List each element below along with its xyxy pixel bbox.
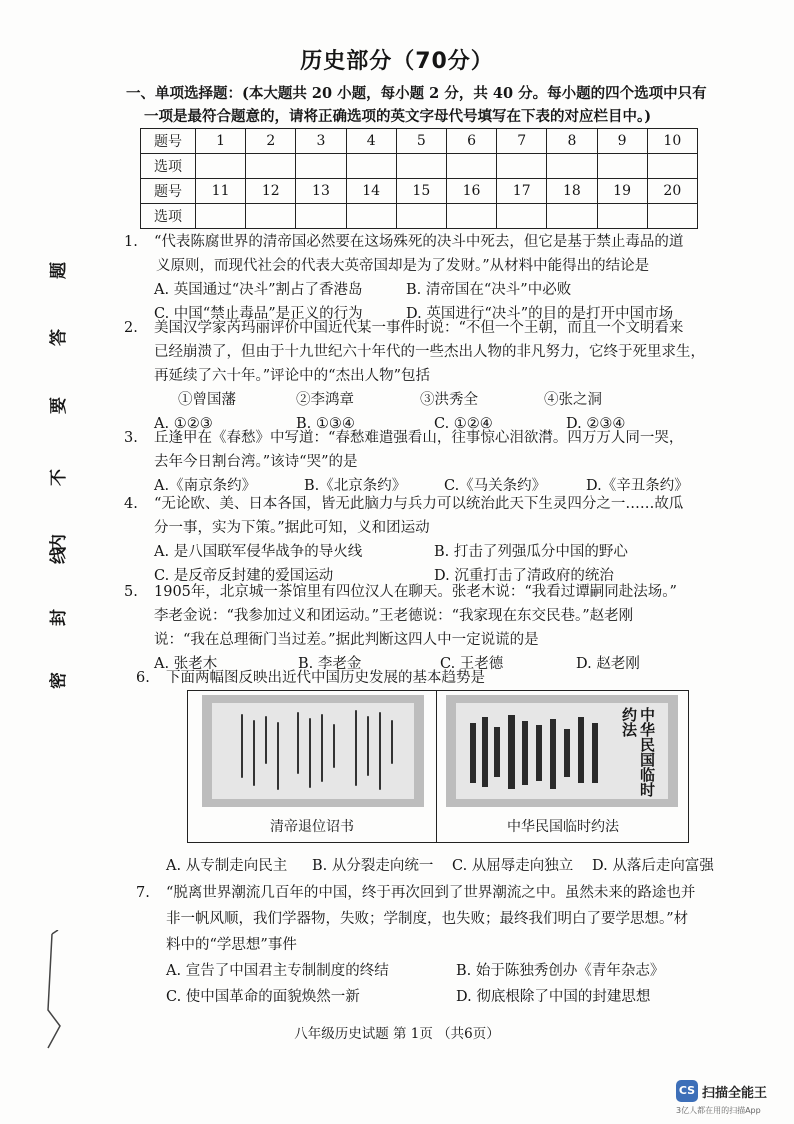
camscanner-name: 扫描全能王 (702, 1086, 768, 1101)
option-b[interactable]: B. 李老金 (298, 656, 362, 672)
section-heading-line2: 一项是最符合题意的，请将正确选项的英文字母代号填写在下表的对应栏目中。) (144, 108, 652, 125)
question-number-cell: 11 (196, 179, 246, 204)
question-number-cell: 16 (446, 179, 496, 204)
stem-line: 说：“我在总理衙门当过差。”据此判断这四人中一定说谎的是 (154, 632, 539, 648)
question-number: 1. (124, 234, 138, 250)
table-option-label: 选项 (141, 154, 196, 179)
answer-cell[interactable] (597, 204, 647, 229)
stem-line: 已经崩溃了，但由于十九世纪六十年代的一些杰出人物的非凡努力，它终于死里求生， (154, 344, 705, 360)
historical-images-figure (187, 690, 689, 843)
question-1 (124, 230, 724, 326)
option-d[interactable]: D. 赵老刚 (576, 656, 640, 672)
answer-cell[interactable] (346, 204, 396, 229)
abdication-edict-image (202, 695, 424, 807)
answer-cell[interactable] (547, 154, 597, 179)
binding-margin-char: 线 (49, 547, 69, 564)
option-d[interactable]: D. 沉重打击了清政府的统治 (434, 568, 614, 584)
question-7 (124, 880, 724, 1010)
question-5 (124, 580, 724, 676)
answer-cell[interactable] (196, 154, 246, 179)
option-a[interactable]: A. ①②③ (154, 416, 213, 432)
option-row (154, 540, 724, 564)
stem-line: “脱离世界潮流几百年的中国，终于再次回到了世界潮流之中。虽然未来的路途也并 (166, 885, 696, 901)
answer-cell[interactable] (547, 204, 597, 229)
question-number-cell: 5 (396, 129, 446, 154)
answer-cell[interactable] (446, 154, 496, 179)
option-c[interactable]: C. ①②④ (434, 416, 493, 432)
provisional-constitution-image (446, 695, 678, 807)
answer-cell[interactable] (396, 204, 446, 229)
question-number-cell: 8 (547, 129, 597, 154)
question-number-cell: 10 (647, 129, 697, 154)
question-number-cell: 18 (547, 179, 597, 204)
stem-line: 美国汉学家芮玛丽评价中国近代某一事件时说：“不但一个王朝，而且一个文明看来 (154, 320, 684, 336)
item: ④张之洞 (544, 392, 602, 408)
answer-table-option-row-1 (141, 154, 698, 179)
question-number-cell: 15 (396, 179, 446, 204)
question-3 (124, 426, 724, 498)
section-heading-line1: 一、单项选择题：(本大题共 20 小题，每小题 2 分，共 40 分。每小题的四个选项中只有 (126, 85, 707, 102)
item: ②李鸿章 (296, 392, 354, 408)
option-a[interactable]: A.《南京条约》 (154, 478, 257, 494)
question-2 (124, 316, 724, 436)
option-d[interactable]: D. 英国进行“决斗”的目的是打开中国市场 (406, 306, 674, 322)
option-c[interactable]: C. 王老德 (440, 656, 504, 672)
stem-line: 下面两幅图反映出近代中国历史发展的基本趋势是 (166, 670, 485, 686)
question-number: 6. (136, 670, 150, 686)
answer-cell[interactable] (346, 154, 396, 179)
answer-table (140, 128, 698, 229)
question-stem (124, 580, 724, 676)
binding-margin-char: 题 (49, 262, 69, 279)
question-number-cell: 9 (597, 129, 647, 154)
answer-table-option-row-2 (141, 204, 698, 229)
table-header-label: 题号 (141, 179, 196, 204)
option-b[interactable]: B. 打击了列强瓜分中国的野心 (434, 544, 628, 560)
binding-margin-char: 密 (49, 672, 69, 689)
answer-cell[interactable] (446, 204, 496, 229)
question-number-cell: 20 (647, 179, 697, 204)
figure-caption-right: 中华民国临时约法 (507, 819, 619, 835)
stem-line: 李老金说：“我参加过义和团运动。”王老德说：“我家现在东交民巷。”赵老刚 (154, 608, 634, 624)
page-title: 历史部分（70分） (300, 49, 494, 74)
stem-line: 再延续了六十年。”评论中的“杰出人物”包括 (154, 368, 430, 384)
binding-margin-char: 封 (49, 609, 69, 626)
constitution-paper (456, 703, 668, 799)
figure-divider (436, 691, 437, 842)
option-b[interactable]: B. 从分裂走向统一 (312, 858, 434, 874)
stem-line: 1905年，北京城一茶馆里有四位汉人在聊天。张老木说：“我看过谭嗣同赴法场。” (154, 584, 677, 600)
option-a[interactable]: A. 是八国联军侵华战争的导火线 (154, 544, 363, 560)
table-header-label: 题号 (141, 129, 196, 154)
option-c[interactable]: C. 从屈辱走向独立 (452, 858, 574, 874)
binding-margin-char: 不 (49, 469, 69, 486)
option-row (154, 278, 724, 302)
stem-line: 非一帆风顺，我们学器物，失败；学制度，也失败；最终我们明白了要学思想。”材 (166, 911, 689, 927)
question-stem (124, 230, 724, 326)
option-c[interactable]: C. 中国“禁止毒品”是正义的行为 (154, 306, 363, 322)
stem-line: 料中的“学思想”事件 (166, 937, 297, 953)
question-number: 5. (124, 584, 138, 600)
question-number-cell: 13 (296, 179, 346, 204)
answer-cell[interactable] (296, 154, 346, 179)
answer-cell[interactable] (597, 154, 647, 179)
binding-margin-char: 内 (49, 534, 69, 551)
answer-table-number-row-2 (141, 179, 698, 204)
answer-cell[interactable] (396, 154, 446, 179)
constitution-title-text: 中华民国临时约法 (620, 707, 656, 797)
option-d[interactable]: D. 彻底根除了中国的封建思想 (456, 989, 651, 1005)
question-number-cell: 12 (246, 179, 296, 204)
stem-line: 去年今日割台湾。”该诗“哭”的是 (154, 454, 358, 470)
question-stem (124, 426, 724, 498)
stem-line: 分一事，实为下策。”据此可知，义和团运动 (154, 520, 430, 536)
item: ①曾国藩 (178, 392, 236, 408)
camscanner-logo-icon: CS (676, 1080, 698, 1102)
option-a[interactable]: A. 宣告了中国君主专制制度的终结 (166, 963, 389, 979)
option-a[interactable]: A. 从专制走向民主 (166, 858, 288, 874)
question-number: 3. (124, 430, 138, 446)
answer-cell[interactable] (497, 204, 547, 229)
page-footer: 八年级历史试题 第 1页 （共6页） (294, 1026, 500, 1042)
question-stem (124, 492, 724, 588)
answer-cell[interactable] (296, 204, 346, 229)
option-d[interactable]: D. 从落后走向富强 (592, 858, 714, 874)
option-row (166, 984, 724, 1010)
stem-line: “代表陈腐世界的清帝国必然要在这场殊死的决斗中死去，但它是基于禁止毒品的道 (154, 234, 684, 250)
option-b[interactable]: B.《北京条约》 (304, 478, 407, 494)
question-stem (124, 316, 724, 436)
answer-cell[interactable] (497, 154, 547, 179)
option-c[interactable]: C.《马关条约》 (444, 478, 547, 494)
question-stem (124, 666, 724, 690)
question-6 (124, 666, 724, 690)
answer-table-number-row-1 (141, 129, 698, 154)
section-heading (126, 82, 726, 128)
stem-line: 义原则，而现代社会的代表大英帝国却是为了发财。”从材料中能得出的结论是 (156, 258, 650, 274)
question-6-options (166, 854, 756, 878)
item-row (154, 388, 724, 412)
option-a[interactable]: A. 英国通过“决斗”割占了香港岛 (154, 282, 363, 298)
question-number-cell: 3 (296, 129, 346, 154)
question-number-cell: 7 (497, 129, 547, 154)
question-number-cell: 4 (346, 129, 396, 154)
answer-cell[interactable] (647, 204, 697, 229)
option-row (166, 854, 756, 878)
option-c[interactable]: C. 使中国革命的面貌焕然一新 (166, 989, 360, 1005)
question-number-cell: 14 (346, 179, 396, 204)
question-4 (124, 492, 724, 588)
option-b[interactable]: B. ①③④ (296, 416, 355, 432)
question-number: 2. (124, 320, 138, 336)
option-row (166, 958, 724, 984)
answer-cell[interactable] (246, 204, 296, 229)
question-number-cell: 1 (196, 129, 246, 154)
question-number: 4. (124, 496, 138, 512)
stem-line: 丘逢甲在《春愁》中写道：“春愁难遣强看山，往事惊心泪欲潸。四万万人同一哭， (154, 430, 684, 446)
option-d[interactable]: D. ②③④ (566, 416, 626, 432)
edict-paper (212, 703, 414, 799)
item: ③洪秀全 (420, 392, 478, 408)
table-option-label: 选项 (141, 204, 196, 229)
edict-script-strokes (212, 703, 414, 799)
option-c[interactable]: C. 是反帝反封建的爱国运动 (154, 568, 334, 584)
question-number-cell: 2 (246, 129, 296, 154)
option-b[interactable]: B. 始于陈独秀创办《青年杂志》 (456, 963, 665, 979)
question-number-cell: 17 (497, 179, 547, 204)
camscanner-tagline: 3亿人都在用的扫描App (676, 1106, 761, 1115)
question-stem (124, 880, 724, 1010)
question-number-cell: 19 (597, 179, 647, 204)
answer-cell[interactable] (196, 204, 246, 229)
stem-line: “无论欧、美、日本各国，皆无此脑力与兵力可以统治此天下生灵四分之一……故瓜 (154, 496, 684, 512)
answer-cell[interactable] (246, 154, 296, 179)
question-number-cell: 6 (446, 129, 496, 154)
option-b[interactable]: B. 清帝国在“决斗”中必败 (406, 282, 572, 298)
answer-cell[interactable] (647, 154, 697, 179)
binding-margin-char: 答 (49, 329, 69, 346)
question-number: 7. (136, 885, 150, 901)
option-d[interactable]: D.《辛丑条约》 (586, 478, 689, 494)
binding-margin-char: 要 (49, 397, 69, 414)
figure-caption-left: 清帝退位诏书 (270, 819, 354, 835)
option-a[interactable]: A. 张老木 (154, 656, 218, 672)
